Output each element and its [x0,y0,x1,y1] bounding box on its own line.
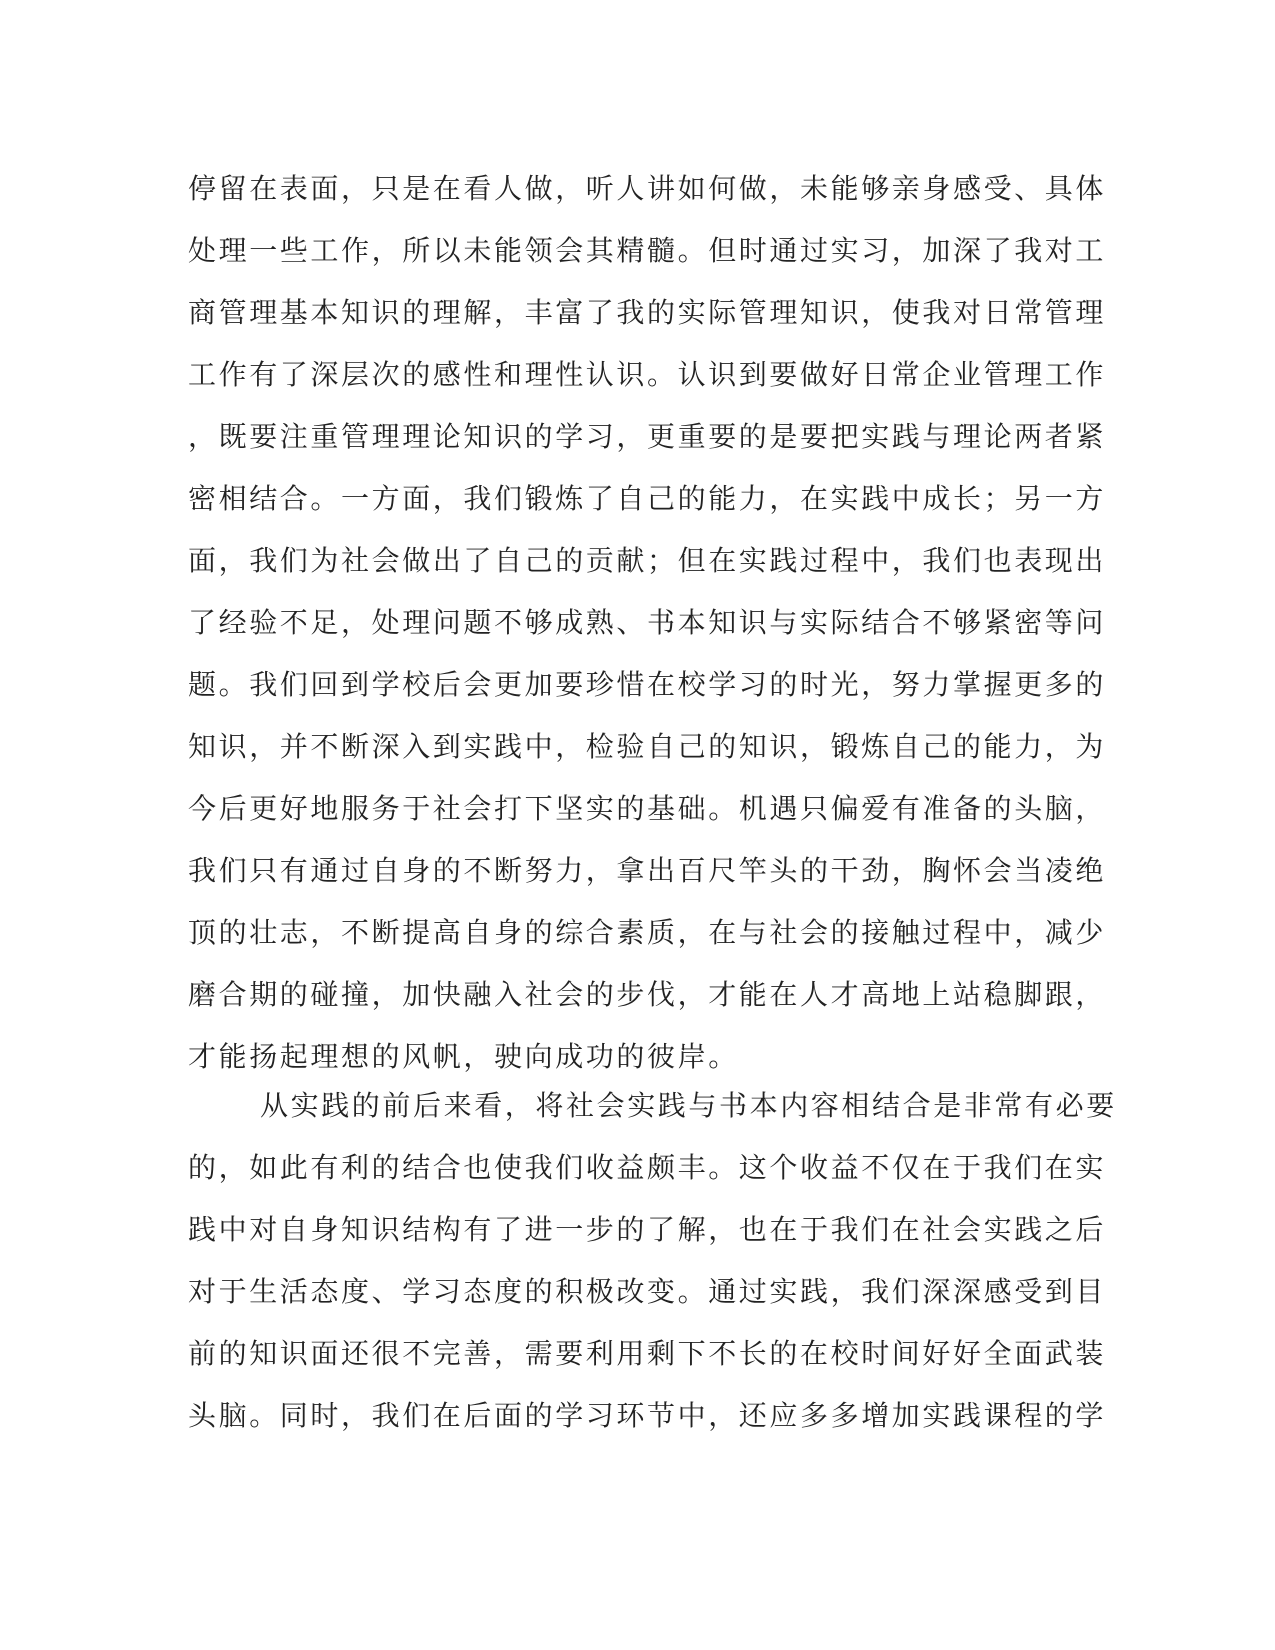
text-line: 我们只有通过自身的不断努力，拿出百尺竿头的干劲，胸怀会当凌绝 [188,854,1107,887]
text-line-indented: 从实践的前后来看，将社会实践与书本内容相结合是非常有必要 [260,1089,1117,1122]
text-line: 践中对自身知识结构有了进一步的了解，也在于我们在社会实践之后 [188,1213,1107,1246]
text-line: 商管理基本知识的理解，丰富了我的实际管理知识，使我对日常管理 [188,296,1107,329]
paragraph-2 [188,1075,1117,1447]
text-line: 停留在表面，只是在看人做，听人讲如何做，未能够亲身感受、具体 [188,172,1107,205]
text-line: 顶的壮志，不断提高自身的综合素质，在与社会的接触过程中，减少 [188,916,1107,949]
text-line: 题。我们回到学校后会更加要珍惜在校学习的时光，努力掌握更多的 [188,668,1107,701]
paragraph-1 [188,158,1107,1088]
text-line: 知识，并不断深入到实践中，检验自己的知识，锻炼自己的能力，为 [188,730,1107,763]
text-line: 对于生活态度、学习态度的积极改变。通过实践，我们深深感受到目 [188,1275,1107,1308]
text-line: 前的知识面还很不完善，需要利用剩下不长的在校时间好好全面武装 [188,1337,1107,1370]
text-line: 工作有了深层次的感性和理性认识。认识到要做好日常企业管理工作 [188,358,1107,391]
text-line: ，既要注重管理理论知识的学习，更重要的是要把实践与理论两者紧 [188,420,1107,453]
text-line: 磨合期的碰撞，加快融入社会的步伐，才能在人才高地上站稳脚跟， [188,978,1107,1011]
text-line: 处理一些工作，所以未能领会其精髓。但时通过实习，加深了我对工 [188,234,1107,267]
text-line: 的，如此有利的结合也使我们收益颇丰。这个收益不仅在于我们在实 [188,1151,1107,1184]
text-line: 密相结合。一方面，我们锻炼了自己的能力，在实践中成长；另一方 [188,482,1107,515]
text-line: 面，我们为社会做出了自己的贡献；但在实践过程中，我们也表现出 [188,544,1107,577]
text-line: 才能扬起理想的风帆，驶向成功的彼岸。 [188,1040,739,1073]
text-line: 今后更好地服务于社会打下坚实的基础。机遇只偏爱有准备的头脑， [188,792,1107,825]
text-line: 了经验不足，处理问题不够成熟、书本知识与实际结合不够紧密等问 [188,606,1107,639]
text-line: 头脑。同时，我们在后面的学习环节中，还应多多增加实践课程的学 [188,1399,1107,1432]
